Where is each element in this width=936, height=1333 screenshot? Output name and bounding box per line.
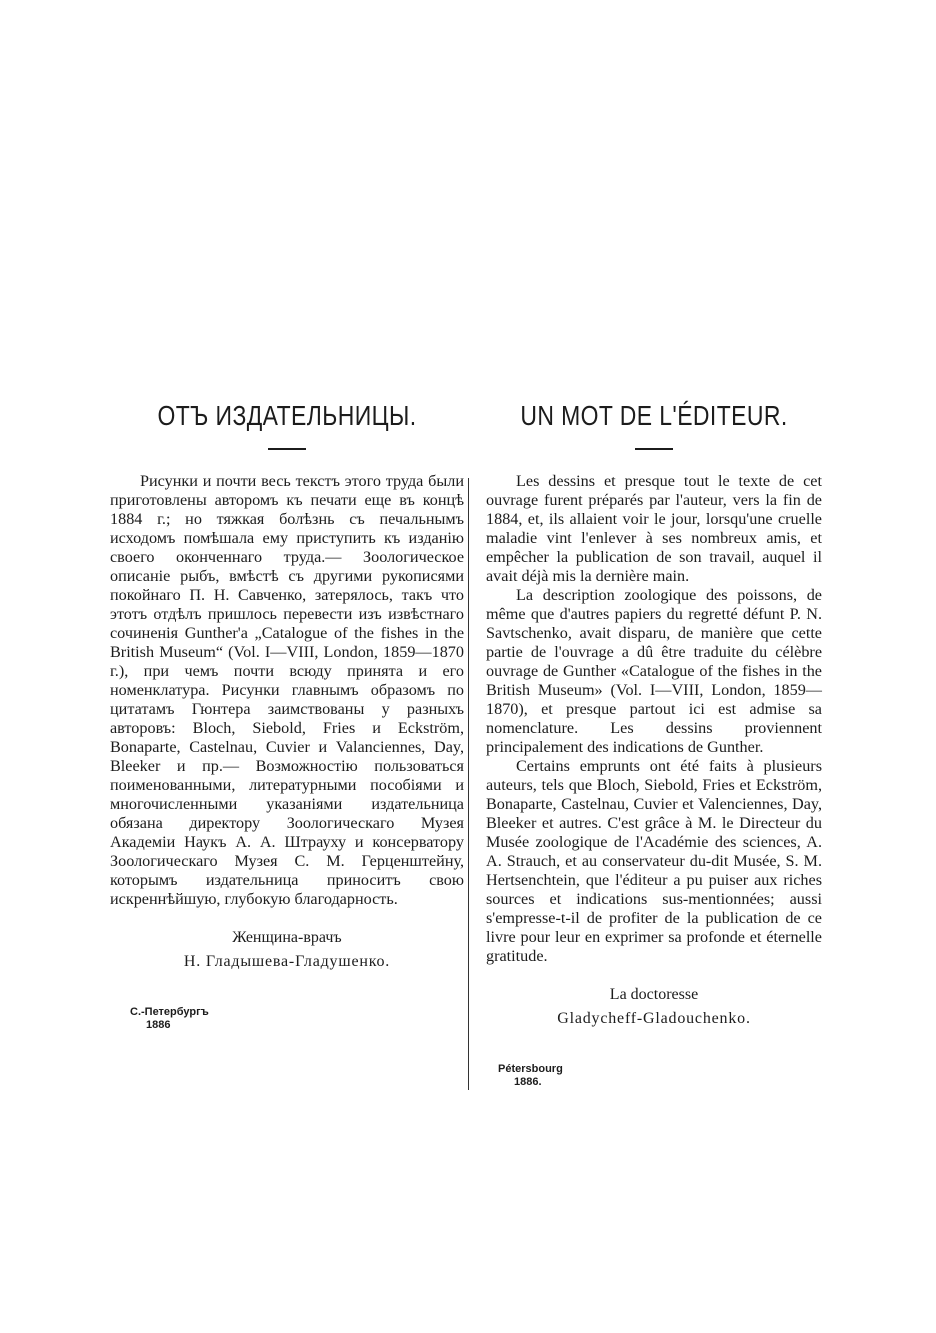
french-title: UN MOT DE L'ÉDITEUR. bbox=[520, 400, 788, 431]
french-signature-role: La doctoresse bbox=[609, 985, 699, 1003]
year: 1886. bbox=[514, 1076, 542, 1088]
year: 1886 bbox=[146, 1019, 171, 1031]
french-paragraph-3: Certains emprunts ont été faits à plusieurs auteurs, tels que Bloch, Siebold, Fries et Eckström, Bonaparte, Castelnau, Cuvier et Valenciennes, Day, Bleeker et autres. C'est grâce à M. le Directeur du Musée zoologique de l'Académie des sciences, A. A. Strauch, et au conservateur du-dit Musée, S. M. Hertsenchtein, que l'éditeur a pu puiser aux riches sources et indications sus-mentionnées; aussi s'empresse-t-il de profiter de la publication de ce livre pour leur en exprimer sa profonde et éternelle gratitude. bbox=[486, 756, 822, 965]
french-body bbox=[486, 472, 822, 966]
column-divider bbox=[468, 478, 469, 1090]
french-place-date bbox=[498, 1063, 563, 1089]
russian-body bbox=[110, 472, 464, 909]
french-paragraph-2: La description zoologique des poissons, de même que d'autres papiers du regretté défunt P. N. Savtschenko, avait disparu, de manière que cette partie de l'ouvrage a dû être traduite du célèbre ouvrage de Gunther «Catalogue of the fishes in the British Museum» (Vol. I—VIII, London, 1859—1870), et presque partout ici est admise sa nomenclature. Les dessins proviennent principalement des indications de Gunther. bbox=[486, 585, 822, 756]
russian-title: ОТЪ ИЗДАТЕЛЬНИЦЫ. bbox=[157, 400, 417, 431]
french-signature-name: Gladycheff-Gladouchenko. bbox=[557, 1009, 751, 1027]
title-rule bbox=[268, 448, 306, 450]
french-paragraph-1: Les dessins et presque tout le texte de cet ouvrage furent préparés par l'auteur, vers la fin de 1884, et, ils allaient voir le jour, lorsqu'une cruelle maladie vint l'enlever à ses nombreux amis, et empêcher la publication de son travail, auquel il avait déjà mis la dernière main. bbox=[486, 471, 822, 585]
russian-paragraph: Рисунки и почти весь текстъ этого труда были приготовлены авторомъ къ печати еще въ концѣ 1884 г.; но тяжкая болѣзнь съ печальнымъ исходомъ помѣшала ему приступить къ изданію своего оконченнаго труда.— Зоологическое описаніе рыбъ, вмѣстѣ съ другими рукописями покойнаго П. Н. Савченко, затерялось, такъ что этотъ отдѣлъ пришлось перевести изъ извѣстнаго сочиненія Gunther'а „Catalogue of the fishes in the British Museum“ (Vol. I—VIII, London, 1859—1870 г.), при чемъ почти всюду принята и его номенклатура. Рисунки главнымъ образомъ по цитатамъ Гюнтера заимствованы у разныхъ авторовъ: Bloch, Siebold, Fries и Eckström, Bonaparte, Castelnau, Cuvier и Valanciennes, Day, Bleeker и пр.— Возможностію пользоваться поименованными, литературными пособіями и многочисленными указаніями издательница обязана директору Зоологическаго Музея Академіи Наукъ А. А. Штрауху и консерватору Зоологическаго Музея С. М. Герценштейну, которымъ издательница приноситъ свою искреннѣйшую, глубокую благодарность. bbox=[110, 471, 464, 908]
russian-place-date bbox=[130, 1006, 209, 1032]
russian-column bbox=[110, 390, 464, 973]
russian-signature-role: Женщина-врачъ bbox=[232, 928, 342, 946]
place-name: С.-Петербургъ bbox=[130, 1006, 209, 1018]
place-name: Pétersbourg bbox=[498, 1063, 563, 1075]
title-rule bbox=[635, 448, 673, 450]
french-column bbox=[486, 390, 822, 1030]
russian-signature-name: Н. Гладышева-Гладушенко. bbox=[183, 952, 391, 970]
